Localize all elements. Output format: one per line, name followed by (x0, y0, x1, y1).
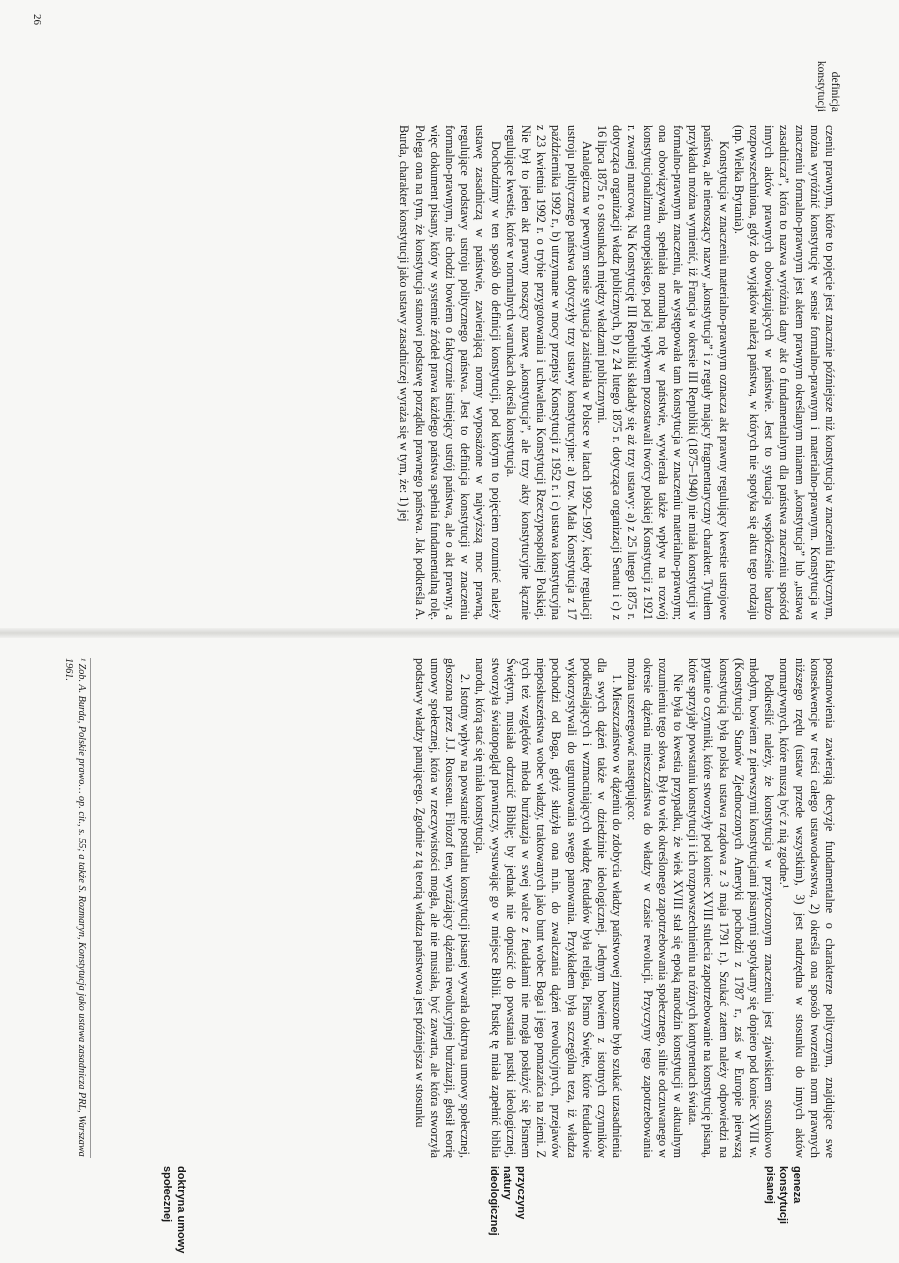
paragraph: Analogiczna w pewnym sensie sytuacja zaistniała w Polsce w latach 1992–1997, kiedy regulacji ustroju politycznego państwa dotyczyły trzy ustawy konstytucyjne: a) tzw. Mała Konstytucja z 17 października 1992 r., b) utrzymane w mocy przepisy Konstytucji z 1952 r. i c) ustawa konstytucyjna z 23 kwietnia 1992 r. o trybie przygotowania i uchwalenia Konstytucji Rzeczypospolitej Polskiej. Nie był to jeden akt prawny noszący nazwę „konstytucja”, ale trzy akty konstytucyjne łącznie regulujące kwestie, które w normalnych warunkach określa konstytucja. (503, 125, 594, 620)
paragraph: 1. Mieszczaństwo w dążeniu do zdobycia władzy państwowej zmuszone było szukać uzasadnienia dla swych dążeń także w dziedzinie ideologicznej. Jednym bowiem z istotnych czynników podkreślających i wzmacniających władzę feudałów była religia, Pismo Święte, które feudałowie wykorzystywali do ugruntowania swego panowania. Przykładem była szczególna teza, iż władza pochodzi od Boga, gdyż służyła ona m.in. do zwalczania dążeń rewolucyjnych, przejawów nieposłuszeństwa wobec władzy, traktowanych jako bunt wobec Boga i jego pomazańca na ziemi. Z tych też względów młoda burżuazja w swej walce z feudałami nie mogła posłużyć się Pismem Świętym, musiała odrzucić Biblię; by jednak nie dopuścić do powstania pustki ideologicznej, stworzyła światopogląd prawniczy, wysuwając go w miejsce Biblii. Pustkę tę miała zapełnić biblia narodu, którą stać się miała konstytucja. (473, 658, 625, 1158)
margin-note-line: przyczyny (515, 1166, 527, 1220)
paragraph: 2. Istotny wpływ na powstanie postulatu konstytucji pisanej wywarła doktryna umowy społecznej, głoszona przez J.J. Rousseau. Filozof ten, wyrażający dążenia rewolucyjnej burżuazji, głosił teorię umowy społecznej, która w rzeczywistości mogła, ale nie musiała, być zawarta, ale która stworzyła podstawy władzy panującego. Zgodnie z tą teorią władza państwowa jest późniejsza w stosunku (412, 658, 473, 1158)
margin-note-line: ideologicznej (488, 1166, 500, 1236)
margin-note-definition (814, 22, 841, 112)
right-page (0, 636, 899, 1263)
margin-note-ideological (487, 1166, 528, 1256)
margin-note-line: definicja (829, 71, 841, 112)
margin-note-line: społecznej (161, 1166, 174, 1223)
paragraph: Podkreślić należy, że konstytucja w przytoczonym znaczeniu jest zjawiskiem stosunkowo młodym, bowiem z pierwszymi konstytucjami pisanymi spotykamy się dopiero pod koniec XVIII w. (Konstytucja Stanów Zjednoczonych Ameryki pochodzi z 1787 r., zaś w Europie pierwszą konstytucją była polska ustawa rządowa z 3 maja 1791 r.). Szukać zatem należy odpowiedzi na pytanie o czynniki, które stworzyły pod koniec XVIII stulecia zapotrzebowanie na konstytucję pisaną, które sprzyjały powstaniu konstytucji i ich rozpowszechnieniu na różnych kontynentach świata. (686, 658, 777, 1158)
paragraph: Nie była to kwestia przypadku, że wiek XVIII stał się epoką narodzin konstytucji w aktualnym rozumieniu tego słowa. Był to wiek określonego zapotrzebowania społecznego, silnie odczuwanego w okresie dążenia mieszczaństwa do władzy w czasie rewolucji. Przyczyny tego zapotrzebowania można uszeregować następująco: (625, 658, 685, 1158)
margin-note-line: konstytucji (777, 1166, 790, 1225)
paragraph: Dochodzimy w ten sposób do definicji konstytucji, pod którym to pojęciem rozumieć należy ustawę zasadniczą w państwie, zawierającą normy wyposażone w najwyższą moc prawną, regulujące podstawy ustroju politycznego państwa. Jest to definicja konstytucji w znaczeniu formalno-prawnym, nie chodzi bowiem o faktycznie istniejący ustrój państwa, ale o akt prawny, a więc dokument pisany, który w systemie źródeł prawa każdego państwa spełnia fundamentalną rolę. Polega ona na tym, że konstytucja stanowi podstawę porządku prawnego państwa. Jak podkreśla A. Burda, charakter konstytucji jako ustawy zasadniczej wyraża się w tym, że: 1) jej (397, 125, 503, 620)
paragraph: Konstytucja w znaczeniu materialno-prawnym oznacza akt prawny regulujący kwestie ustrojowe państwa, ale nienoszący nazwy „konstytucja” i z reguły mający fragmentaryczny charakter. Tytułem przykładu można wymienić, iż Francja w okresie III Republiki (1875–1940) nie miała konstytucji w formalno-prawnym znaczeniu, ale występowała tam konstytucja w znaczeniu materialno-prawnym; ona obowiązywała, spełniała normalną rolę w państwie, wywierała także wpływ na rozwój konstytucjonalizmu europejskiego, pod jej wpływem pozostawali twórcy polskiej Konstytucji z 1921 r. zwanej marcową. Na Konstytucję III Republiki składały się aż trzy ustawy: a) z 25 lutego 1875 r. dotycząca organizacji władz publicznych, b) z 24 lutego 1875 r. dotycząca organizacji Senatu i c) z 16 lipca 1875 r. o stosunkach między władzami publicznymi. (594, 125, 731, 620)
margin-note-line: konstytucji (815, 60, 828, 112)
margin-note-genesis (763, 1166, 804, 1256)
paragraph: postanowienia zawierają decyzje fundamentalne o charakterze politycznym, znajdujące swe konsekwencje w treści całego ustawodawstwa, 2) określa ona sposób tworzenia norm prawnych niższego rzędu (ustaw przede wszystkim), 3) jest nadrzędna w stosunku do innych aktów normatywnych, które muszą być z nią zgodne.¹ (777, 658, 837, 1158)
margin-note-line: geneza (791, 1166, 803, 1204)
left-page (0, 0, 899, 630)
left-page-text (396, 125, 837, 620)
footnote: ¹ Zob. A. Burda, Polskie prawo… op. cit., s. 55; a także S. Rozmaryn, Konstytucja jako ustawa zasadnicza PRL, Warszawa 1961. (62, 658, 91, 1158)
margin-note-social-contract (160, 1166, 187, 1256)
margin-note-line: doktryna umowy (175, 1166, 187, 1254)
paragraph: czeniu prawnym, które to pojęcie jest znacznie późniejsze niż konstytucja w znaczeniu faktycznym, można wyróżnić konstytucję w sensie formalno-prawnym i materialno-prawnym. Konstytucja w znaczeniu formalno-prawnym jest aktem prawnym określanym mianem „konstytucja” lub „ustawa zasadnicza”, która to nazwa wyróżnia dany akt o fundamentalnym dla państwa znaczeniu spośród innych aktów prawnych obowiązujących w państwie. Jest to sytuacja współcześnie bardzo rozpowszechniona, gdyż do wyjątków należą państwa, w których nie spotyka się aktu tego rodzaju (np. Wielka Brytania). (731, 125, 837, 620)
margin-note-line: pisanej (764, 1166, 776, 1204)
margin-note-line: natury (501, 1166, 514, 1200)
page-number: 26 (31, 14, 43, 25)
right-page-text (411, 658, 837, 1158)
